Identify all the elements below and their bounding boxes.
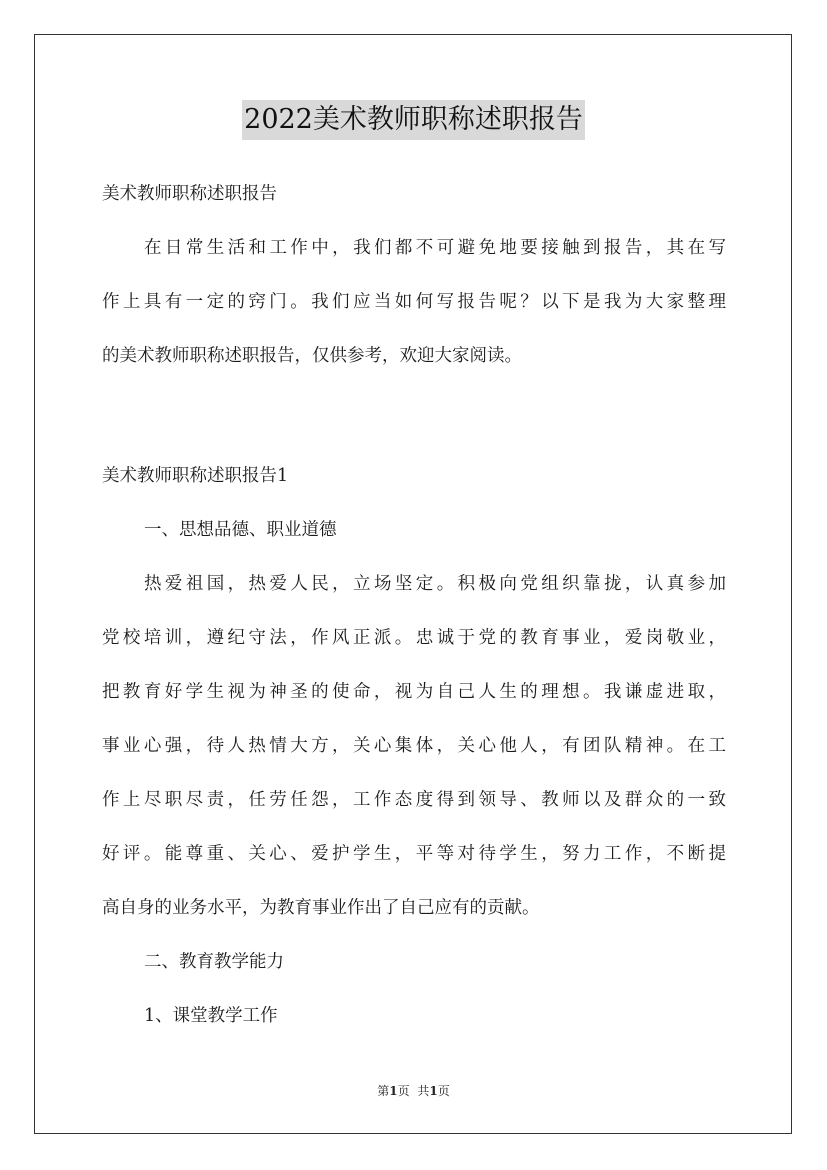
- part1-line: 把教育好学生视为神圣的使命，视为自己人生的理想。我谦虚进取，: [102, 682, 726, 702]
- document-subtitle: 美术教师职称述职报告: [102, 184, 277, 204]
- footer-total-pages: 1: [429, 1084, 438, 1098]
- part1-line: 事业心强，待人热情大方，关心集体，关心他人，有团队精神。在工: [102, 736, 726, 756]
- part2-heading: 二、教育教学能力: [144, 952, 284, 972]
- part1-line: 作上尽职尽责，任劳任怨，工作态度得到领导、教师以及群众的一致: [102, 790, 726, 810]
- part1-line: 高自身的业务水平，为教育事业作出了自己应有的贡献。: [102, 898, 540, 918]
- footer-page-number: 1: [389, 1084, 398, 1098]
- intro-line: 作上具有一定的窍门。我们应当如何写报告呢？以下是我为大家整理: [102, 292, 726, 312]
- footer-prefix: 第: [377, 1084, 390, 1098]
- part2-sub-heading: 1、课堂教学工作: [144, 1006, 278, 1026]
- part1-line: 党校培训，遵纪守法，作风正派。忠诚于党的教育事业，爱岗敬业，: [102, 628, 726, 648]
- part1-line: 好评。能尊重、关心、爱护学生，平等对待学生，努力工作，不断提: [102, 844, 726, 864]
- title-container: [0, 100, 827, 140]
- intro-line: 在日常生活和工作中，我们都不可避免地要接触到报告，其在写: [144, 238, 726, 258]
- part1-line: 热爱祖国，热爱人民，立场坚定。积极向党组织靠拢，认真参加: [144, 574, 726, 594]
- footer-total-prefix: 共: [417, 1084, 430, 1098]
- footer-total-suffix: 页: [437, 1084, 450, 1098]
- document-body: [102, 176, 726, 1034]
- document-title: 2022美术教师职称述职报告: [242, 100, 585, 140]
- footer-page-suffix: 页: [397, 1084, 410, 1098]
- part1-heading: 一、思想品德、职业道德: [144, 520, 337, 540]
- intro-line: 的美术教师职称述职报告，仅供参考，欢迎大家阅读。: [102, 346, 522, 366]
- section-heading: 美术教师职称述职报告1: [102, 466, 289, 486]
- page-footer: [0, 1082, 827, 1099]
